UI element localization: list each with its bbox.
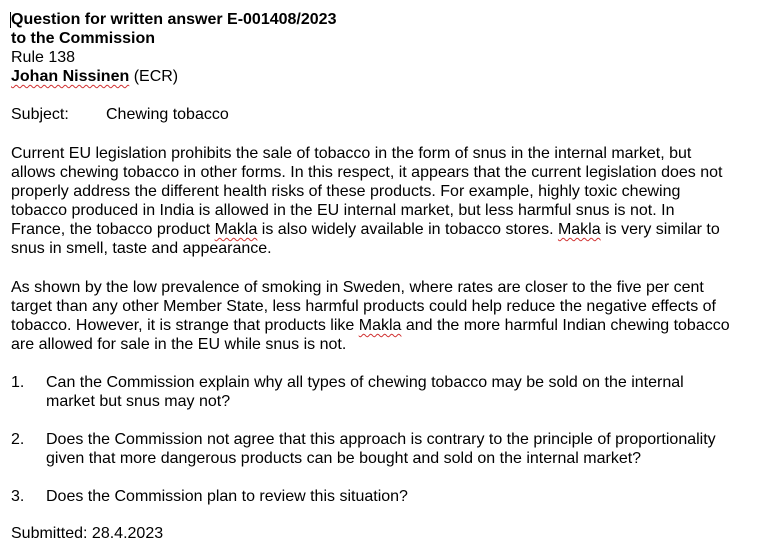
question-item (11, 373, 761, 411)
paragraph-line: target than any other Member State, less harmful products could help reduce the negative effects of (11, 298, 716, 315)
spellcheck-word: Makla (358, 317, 402, 334)
subject-value: Chewing tobacco (106, 106, 229, 123)
question-text (46, 487, 408, 506)
question-item (11, 487, 761, 506)
submitted-date: Submitted: 28.4.2023 (11, 525, 164, 542)
paragraph-line: As shown by the low prevalence of smoking in Sweden, where rates are closer to the five per cent (11, 279, 704, 296)
question-text (46, 430, 716, 468)
question-number: 1. (11, 374, 25, 391)
question-title: Question for written answer E-001408/2023 (11, 11, 337, 28)
subject-label: Subject: (11, 106, 69, 123)
author-name: Johan Nissinen (11, 68, 130, 85)
rule-reference: Rule 138 (11, 49, 76, 66)
author-line (11, 67, 761, 86)
author-group: (ECR) (129, 68, 179, 85)
question-list (11, 373, 761, 506)
subject-line (11, 105, 761, 124)
question-line: given that more dangerous products can be bought and sold on the internal market? (46, 450, 642, 467)
spellcheck-word: Makla (214, 221, 258, 238)
paragraph-line: properly address the different health risks of these products. For example, highly toxic chewing (11, 183, 681, 200)
paragraph-line: snus in smell, taste and appearance. (11, 240, 272, 257)
question-number: 2. (11, 431, 25, 448)
paragraph-line: allows chewing tobacco in other forms. In this respect, it appears that the current legislation does not (11, 164, 723, 181)
question-line: Does the Commission not agree that this approach is contrary to the principle of proportionality (46, 431, 716, 448)
paragraph-2 (11, 278, 761, 354)
question-line: Does the Commission plan to review this situation? (46, 488, 408, 505)
question-number: 3. (11, 488, 25, 505)
text-run: France, the tobacco product (11, 221, 215, 238)
question-text (46, 373, 684, 411)
text-run: and the more harmful Indian chewing tobacco (401, 317, 730, 334)
text-run: is also widely available in tobacco stores. (257, 221, 558, 238)
paragraph-line: Current EU legislation prohibits the sale of tobacco in the form of snus in the internal market, but (11, 145, 692, 162)
spellcheck-word: Makla (557, 221, 601, 238)
paragraph-line (11, 316, 761, 335)
paragraph-line: tobacco produced in India is allowed in the EU internal market, but less harmful snus is not. In (11, 202, 675, 219)
text-run: is very similar to (600, 221, 720, 238)
paragraph-line (11, 220, 761, 239)
text-cursor (10, 12, 11, 28)
question-item (11, 430, 761, 468)
paragraph-line: are allowed for sale in the EU while snus is not. (11, 336, 347, 353)
recipient: to the Commission (11, 30, 156, 47)
text-run: tobacco. However, it is strange that products like (11, 317, 359, 334)
document-page (11, 10, 761, 543)
question-line: Can the Commission explain why all types of chewing tobacco may be sold on the internal (46, 374, 684, 391)
question-line: market but snus may not? (46, 393, 231, 410)
paragraph-1 (11, 144, 761, 258)
